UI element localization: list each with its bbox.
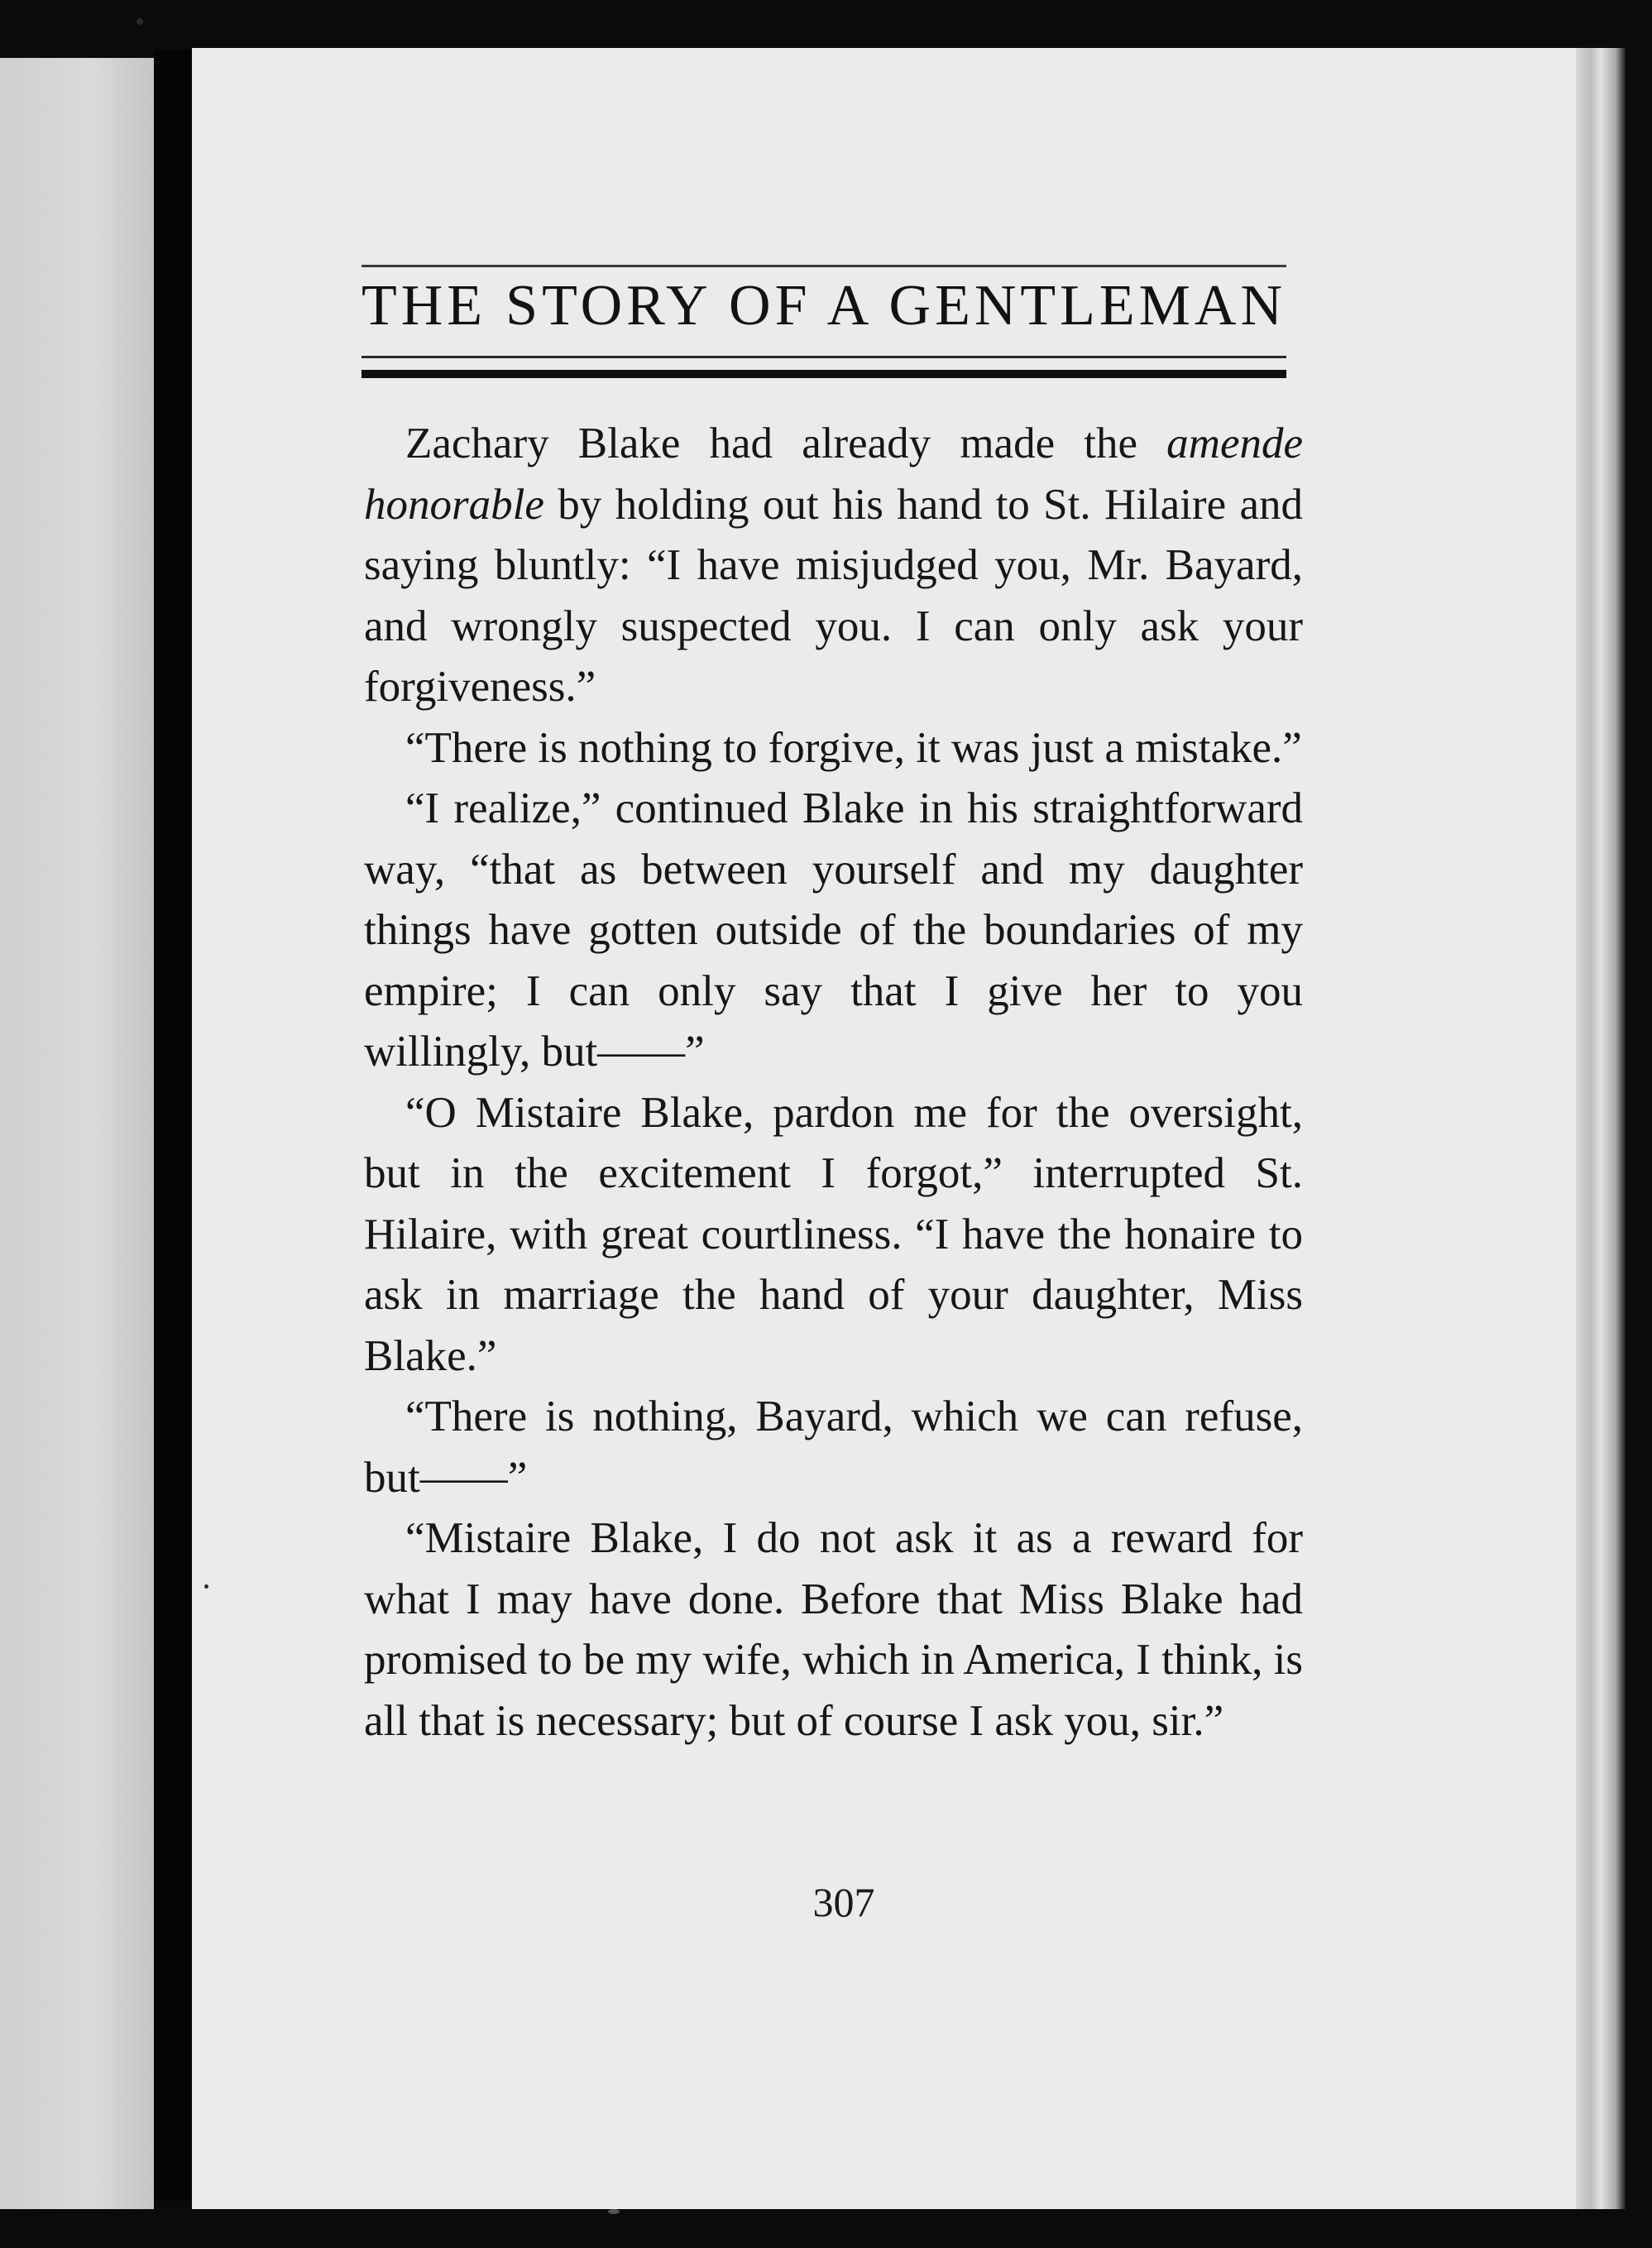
book-gutter bbox=[154, 50, 192, 2201]
paragraph-1-start: Zachary Blake had already made the bbox=[405, 419, 1167, 467]
running-head: THE STORY OF A GENTLEMAN bbox=[362, 274, 1286, 338]
page-number: 307 bbox=[812, 1879, 875, 1925]
page-fore-edge bbox=[1576, 48, 1626, 2209]
paragraph-6: “Mistaire Blake, I do not ask it as a reward for what I may have done. Before that Miss Blake had promised to be my wife, which in America, I think, is all that is necessary; but of course I ask you, sir.” bbox=[364, 1514, 1303, 1745]
italic-phrase: amende honorable bbox=[364, 419, 1303, 529]
paragraph-1 bbox=[364, 414, 1303, 718]
dust-speck bbox=[136, 18, 143, 25]
paragraph-2: “There is nothing to forgive, it was just a mistake.” bbox=[405, 723, 1302, 772]
header-top-rule bbox=[362, 265, 1286, 267]
body-text bbox=[364, 414, 1303, 1752]
dust-speck bbox=[204, 1584, 208, 1589]
paragraph-4: “O Mistaire Blake, pardon me for the oversight, but in the excitement I forgot,” interrupted St. Hilaire, with great courtliness. “I have the honaire to ask in marriage the hand of your daughter, Miss Blake.” bbox=[364, 1088, 1303, 1380]
paragraph-5: “There is nothing, Bayard, which we can refuse, but——” bbox=[364, 1392, 1303, 1502]
dust-speck bbox=[608, 2209, 620, 2214]
paragraph-3: “I realize,” continued Blake in his straightforward way, “that as between yourself and my daughter things have gotten outside of the boundaries of my empire; I can only say that I give her to you willingly, but——” bbox=[364, 784, 1303, 1076]
paragraph-1-end: by holding out his hand to St. Hilaire and saying bluntly: “I have misjudged you, Mr. Bayard, and wrongly suspected you. I can only ask your forgiveness.” bbox=[364, 480, 1303, 711]
header-thick-rule bbox=[362, 370, 1286, 378]
header-thin-rule bbox=[362, 356, 1286, 358]
left-page-edge bbox=[0, 58, 154, 2209]
